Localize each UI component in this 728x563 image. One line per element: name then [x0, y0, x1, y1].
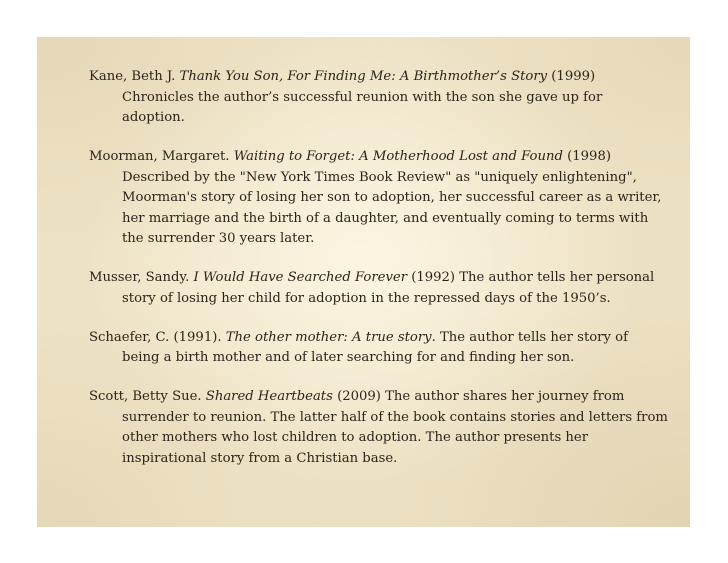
entry-description: . The author tells her story of being a birth mother and of later searching for and finding her son.: [122, 329, 628, 365]
entry-title: I Would Have Searched Forever: [193, 270, 408, 285]
entry-author: Moorman, Margaret.: [89, 149, 234, 164]
entry-description: (2009) The author shares her journey from surrender to reunion. The latter half of the book contains stories and letters from other mothers who lost children to adoption. The author presents her inspirational story from a Christian base.: [122, 389, 668, 466]
bibliography-entry-schaefer: [89, 328, 669, 369]
bibliography-entry-musser: [89, 268, 669, 309]
bibliography-list: [89, 67, 669, 488]
bibliography-entry-moorman: [89, 147, 669, 250]
entry-title: Thank You Son, For Finding Me: A Birthmother’s Story: [179, 69, 548, 84]
entry-title: The other mother: A true story: [225, 329, 432, 345]
entry-author: Musser, Sandy.: [89, 270, 194, 285]
entry-author: Schaefer, C. (1991).: [89, 329, 226, 345]
entry-description: (1992) The author tells her personal story of losing her child for adoption in the repressed days of the 1950’s.: [122, 270, 655, 306]
bibliography-entry-scott: [89, 387, 669, 469]
entry-title: Shared Heartbeats: [205, 389, 333, 404]
entry-title: Waiting to Forget: A Motherhood Lost and Found: [233, 149, 563, 164]
entry-description: (1998) Described by the "New York Times Book Review" as "uniquely enlightening", Moorman's story of losing her son to adoption, her successful career as a writer, her marriage and the birth of a daughter, and eventually coming to terms with the surrender 30 years later.: [122, 149, 662, 246]
entry-author: Kane, Beth J.: [89, 69, 180, 84]
slide: [37, 37, 690, 527]
entry-author: Scott, Betty Sue.: [89, 389, 206, 404]
entry-description: (1999) Chronicles the author’s successful reunion with the son she gave up for adoption.: [122, 69, 603, 125]
bibliography-entry-kane: [89, 67, 669, 129]
